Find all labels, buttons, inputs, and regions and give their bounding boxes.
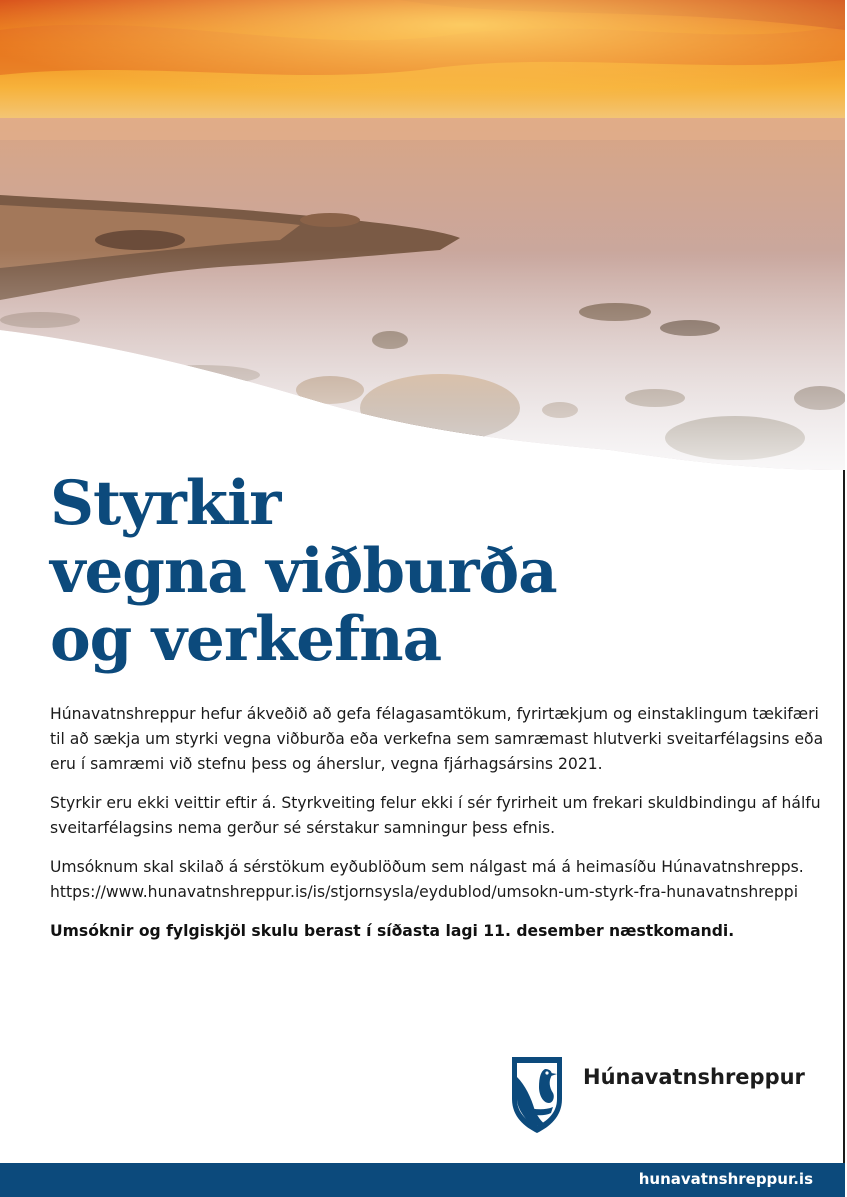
text-line: sveitarfélagsins nema gerður sé sérstakur samningur þess efnis. [50,819,556,837]
municipality-logo [509,1055,809,1135]
organization-name: Húnavatnshreppur [583,1065,805,1089]
coat-of-arms-icon [509,1055,565,1140]
text-line: eru í samræmi við stefnu þess og áherslur, vegna fjárhagsársins 2021. [50,755,603,773]
intro-paragraph [50,702,824,777]
text-line: Húnavatnshreppur hefur ákveðið að gefa félagasamtökum, fyrirtækjum og einstaklingum tækifæri [50,705,819,723]
deadline-notice: Umsóknir og fylgiskjöl skulu berast í síðasta lagi 11. desember næstkomandi. [50,922,735,940]
title-line-2: vegna viðburða [50,536,557,607]
footer-bar [0,1163,845,1197]
text-line: Umsóknum skal skilað á sérstökum eyðublöðum sem nálgast má á heimasíðu Húnavatnshrepps. [50,858,804,876]
text-line: Styrkir eru ekki veittir eftir á. Styrkveiting felur ekki í sér fyrirheit um frekari skuldbindingu af hálfu [50,794,821,812]
hero-image [0,0,845,470]
page-title [50,470,557,674]
body-text [50,702,824,958]
text-line: til að sækja um styrki vegna viðburða eða verkefna sem samræmast hlutverki sveitarfélagsins eða [50,730,824,748]
application-form-link[interactable]: https://www.hunavatnshreppur.is/is/stjornsysla/eydublod/umsokn-um-styrk-fra-hunavatnshreppi [50,883,799,901]
conditions-paragraph [50,791,821,841]
title-line-1: Styrkir [50,468,281,539]
application-paragraph [50,855,810,905]
website-link[interactable]: hunavatnshreppur.is [638,1170,813,1188]
title-line-3: og verkefna [50,604,442,675]
